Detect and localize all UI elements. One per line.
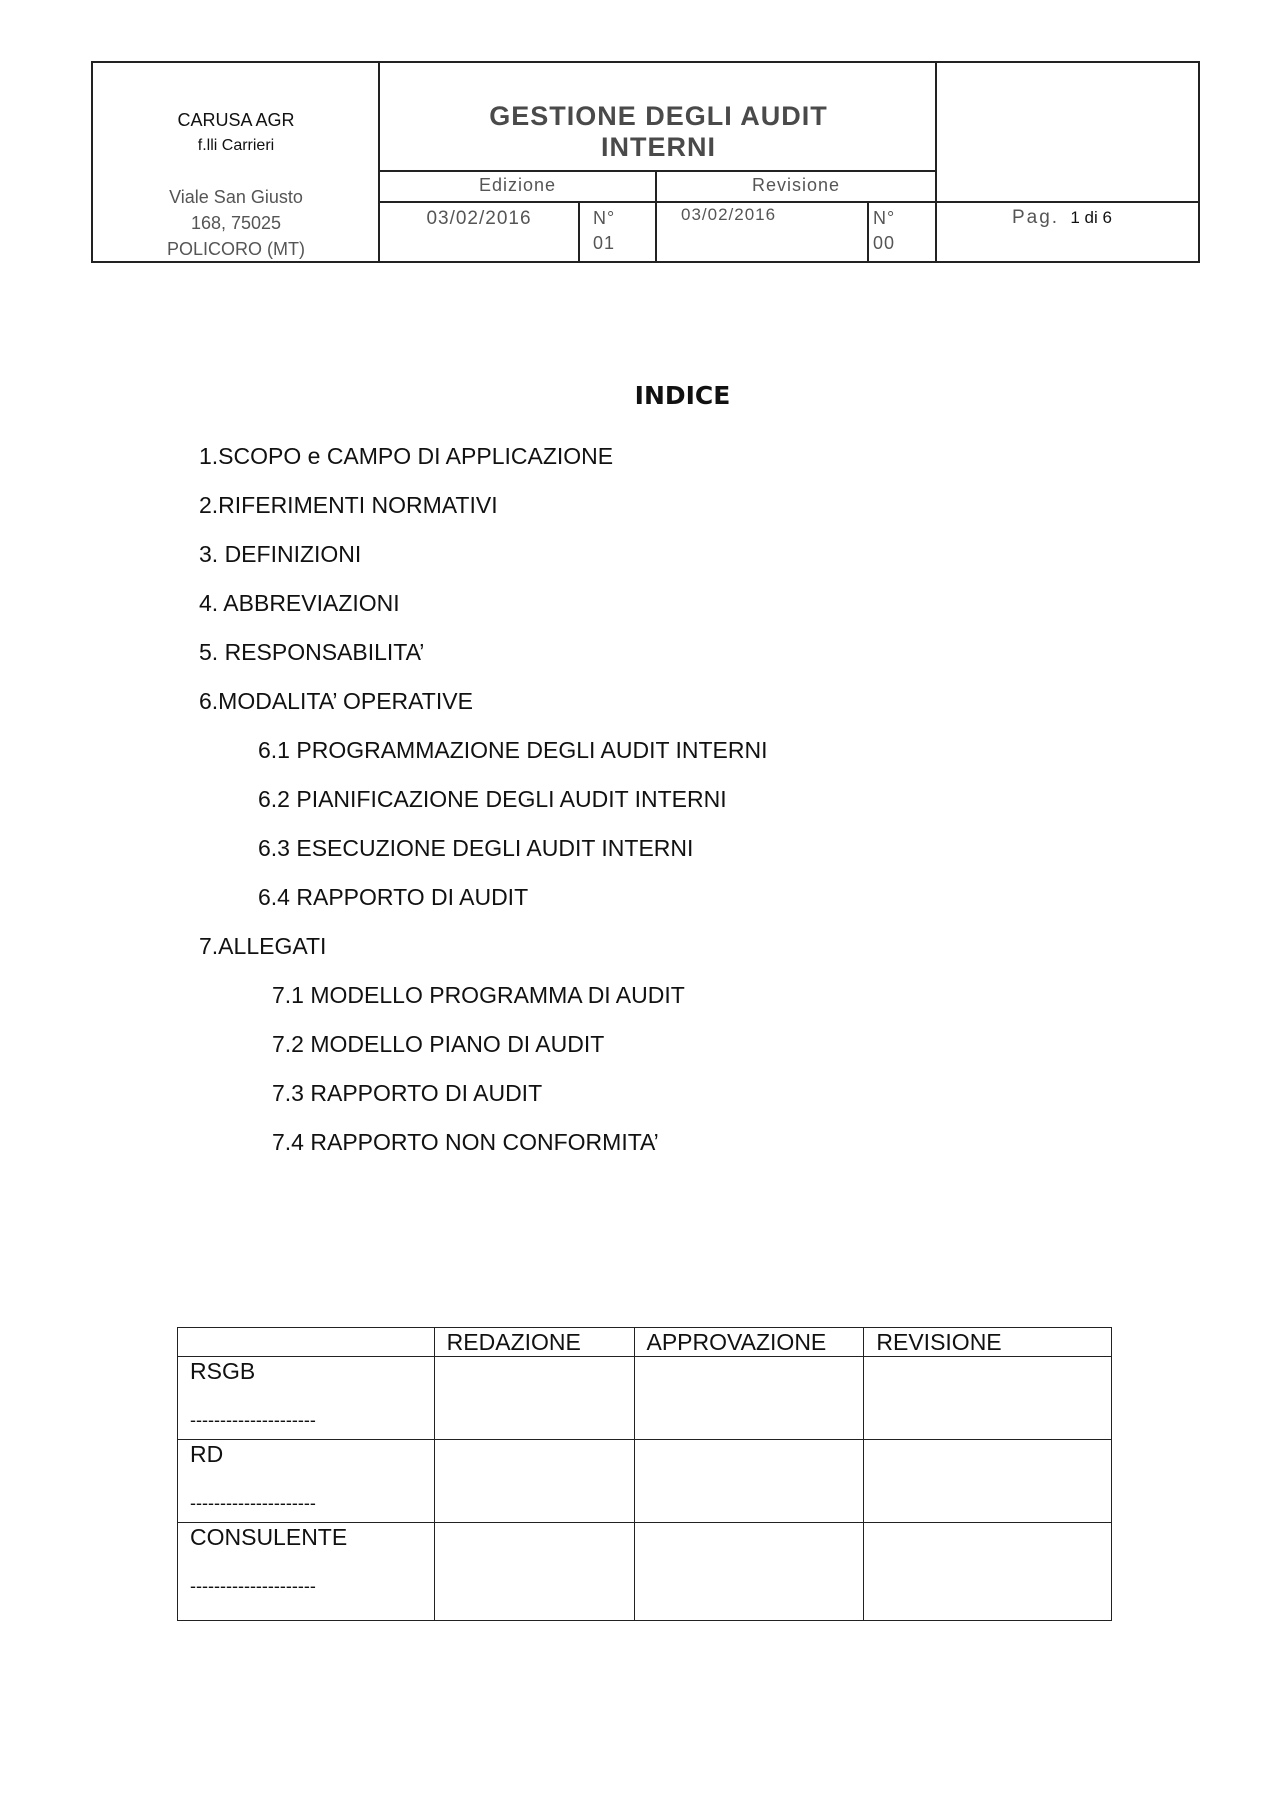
document-title-line: INTERNI [601, 132, 716, 162]
toc-subitem: 6.3 ESECUZIONE DEGLI AUDIT INTERNI [258, 835, 694, 861]
toc-subitem: 6.1 PROGRAMMAZIONE DEGLI AUDIT INTERNI [258, 737, 768, 763]
toc-item: 7.ALLEGATI [199, 933, 327, 959]
role-name: RD [190, 1441, 224, 1467]
toc-subitem: 7.1 MODELLO PROGRAMMA DI AUDIT [272, 982, 685, 1008]
signature-cell [864, 1440, 1112, 1523]
header-divider [578, 202, 580, 261]
address-line: 168, 75025 [190, 213, 282, 233]
address-line: POLICORO (MT) [167, 239, 305, 259]
signature-cell [434, 1357, 634, 1440]
toc-subitem: 6.2 PIANIFICAZIONE DEGLI AUDIT INTERNI [258, 786, 727, 812]
index-title: INDICE [634, 381, 731, 410]
company-subname: f.lli Carrieri [197, 137, 275, 154]
toc-item: 4. ABBREVIAZIONI [199, 590, 400, 616]
role-cell [178, 1357, 435, 1440]
toc-item: 6.MODALITA’ OPERATIVE [199, 688, 473, 714]
table-row [178, 1523, 1112, 1621]
toc-item: 3. DEFINIZIONI [199, 541, 362, 567]
signature-cell [634, 1523, 864, 1621]
table-header-cell: APPROVAZIONE [634, 1328, 864, 1357]
revisione-label: Revisione [751, 175, 841, 195]
toc-subitem: 7.2 MODELLO PIANO DI AUDIT [272, 1031, 605, 1057]
address-line: Viale San Giusto [169, 187, 303, 207]
revisione-number: 00 [873, 233, 896, 253]
page-value: 1 di 6 [1070, 208, 1112, 227]
table-row [178, 1357, 1112, 1440]
signature-cell [864, 1357, 1112, 1440]
signature-line: --------------------- [190, 1410, 316, 1430]
signature-cell [434, 1523, 634, 1621]
table-header-cell: REVISIONE [864, 1328, 1112, 1357]
toc-subitem: 7.4 RAPPORTO NON CONFORMITA’ [272, 1129, 659, 1155]
edizione-number-label: N° [593, 208, 616, 228]
toc-item: 1.SCOPO e CAMPO DI APPLICAZIONE [199, 443, 614, 469]
signature-cell [634, 1357, 864, 1440]
signature-line: --------------------- [190, 1493, 316, 1513]
edizione-label: Edizione [478, 175, 557, 195]
signature-cell [864, 1523, 1112, 1621]
document-title-line: GESTIONE DEGLI AUDIT [489, 101, 828, 131]
document-title [381, 101, 936, 163]
toc-subitem: 7.3 RAPPORTO DI AUDIT [272, 1080, 543, 1106]
header-divider [378, 201, 1198, 203]
table-header-cell: REDAZIONE [434, 1328, 634, 1357]
role-name: RSGB [190, 1358, 256, 1384]
role-name: CONSULENTE [190, 1524, 348, 1550]
toc-item: 5. RESPONSABILITA’ [199, 639, 425, 665]
document-header [91, 61, 1200, 263]
toc-item: 2.RIFERIMENTI NORMATIVI [199, 492, 498, 518]
signature-line: --------------------- [190, 1576, 316, 1596]
table-row [178, 1440, 1112, 1523]
role-cell [178, 1440, 435, 1523]
revisione-number-label: N° [873, 208, 896, 228]
company-name: CARUSA AGR [177, 110, 295, 130]
edizione-number: 01 [593, 233, 616, 253]
approval-table [177, 1327, 1112, 1621]
signature-cell [634, 1440, 864, 1523]
page-label: Pag. [1012, 207, 1060, 228]
table-header-row [178, 1328, 1112, 1357]
revisione-date: 03/02/2016 [681, 205, 777, 224]
edizione-date: 03/02/2016 [426, 208, 532, 229]
role-cell [178, 1523, 435, 1621]
toc-subitem: 6.4 RAPPORTO DI AUDIT [258, 884, 529, 910]
table-header-cell [178, 1328, 435, 1357]
header-divider [378, 170, 937, 172]
header-divider [867, 202, 869, 261]
page-indicator [1012, 207, 1112, 229]
signature-cell [434, 1440, 634, 1523]
